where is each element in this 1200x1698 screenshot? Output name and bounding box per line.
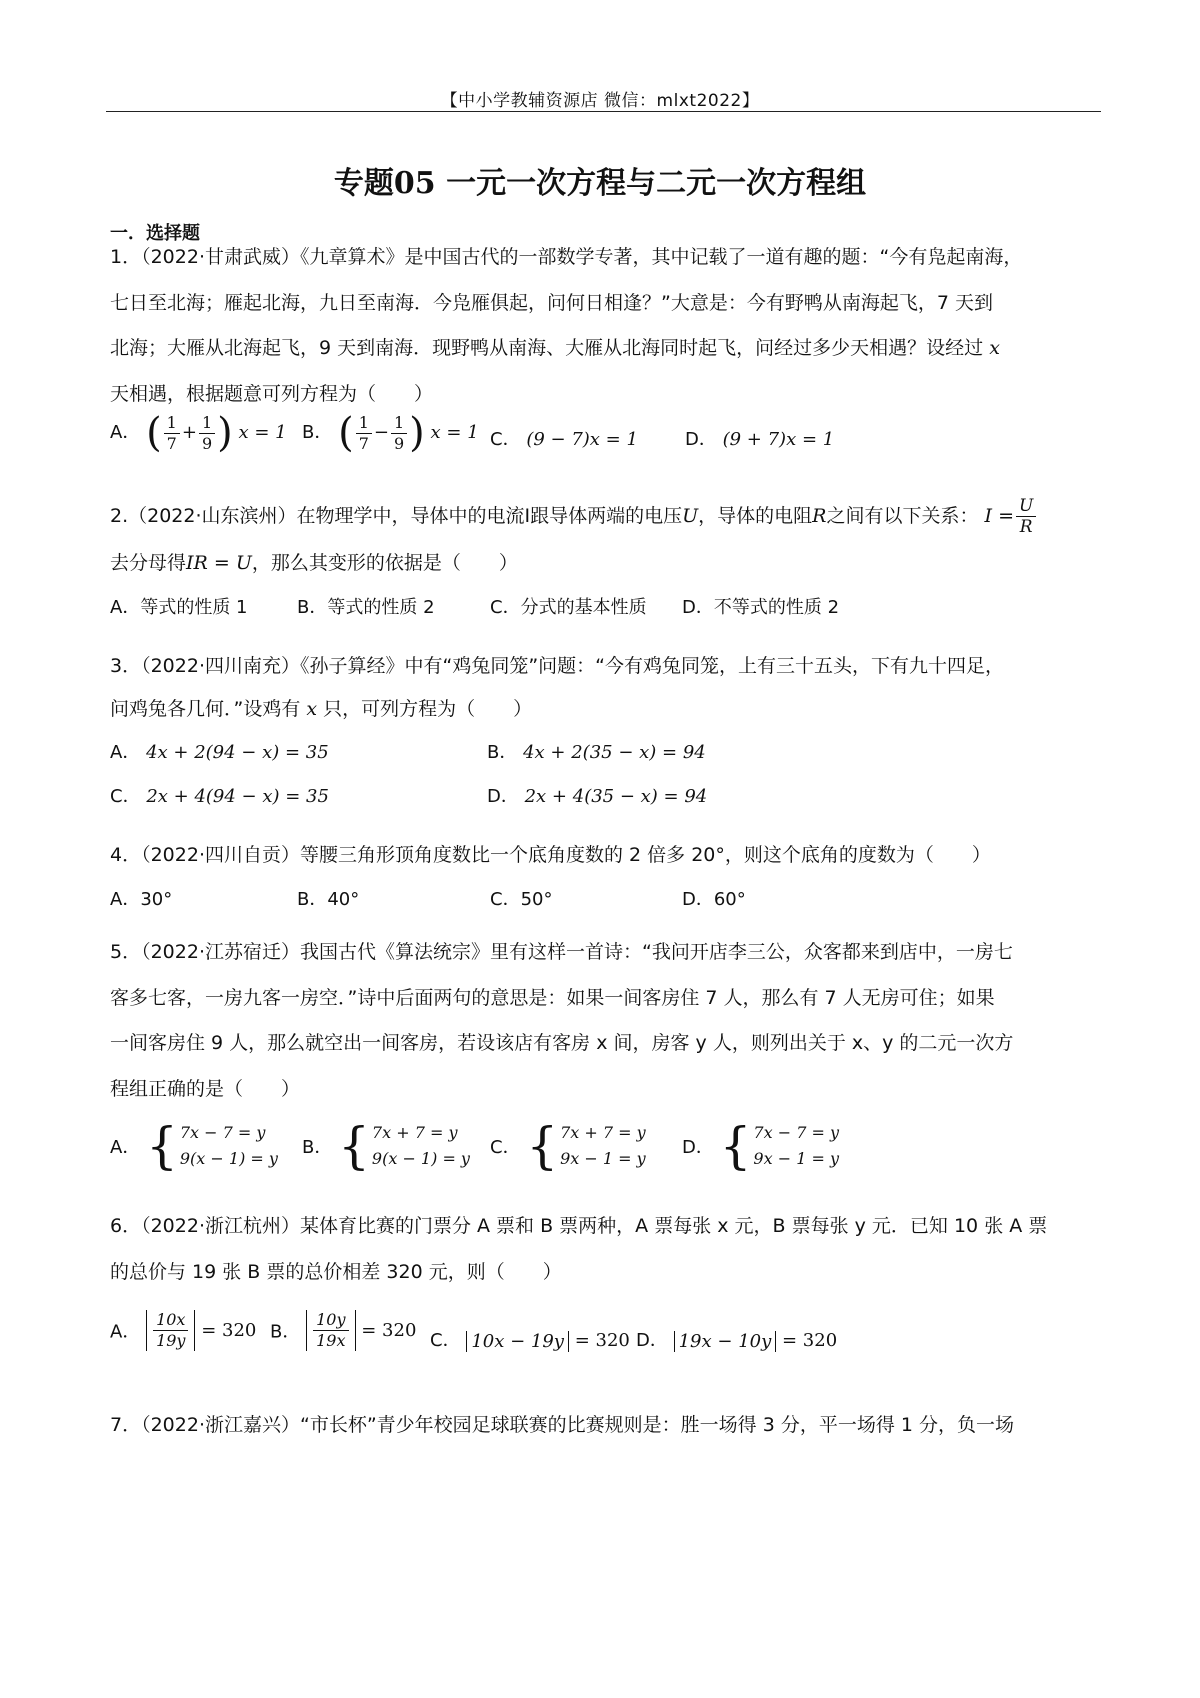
- page-header: 【中小学教辅资源店 微信：mlxt2022】: [440, 91, 760, 111]
- question-3-line-1: 3．（2022·四川南充）《孙子算经》中有“鸡兔同笼”问题：“今有鸡兔同笼，上有三十五头，下有九十四足，: [110, 655, 1005, 677]
- q1-option-a[interactable]: A． ( $\frac{1}{7}$ + $\frac{1}{9}$ ) x = 1: [110, 410, 287, 456]
- q5-option-a[interactable]: A． { 7x − 7 = y 9(x − 1) = y: [110, 1117, 278, 1175]
- question-4-line-1: 4．（2022·四川自贡）等腰三角形顶角度数比一个底角度数的 2 倍多 20°，则这个底角的度数为（ ）: [110, 844, 991, 866]
- question-6-line-1: 6．（2022·浙江杭州）某体育比赛的门票分 A 票和 B 票两种，A 票每张 x 元，B 票每张 y 元．已知 10 张 A 票: [110, 1215, 1048, 1237]
- question-1-line-1: 1．（2022·甘肃武威）《九章算术》是中国古代的一部数学专著，其中记载了一道有趣的题：“今有凫起南海，: [110, 246, 1023, 268]
- question-5: [110, 930, 1100, 1112]
- q6-option-d[interactable]: D． 19x − 10y = 320: [636, 1330, 838, 1352]
- question-6: [110, 1204, 1100, 1295]
- q3-option-b[interactable]: B． 4x + 2(35 − x) = 94: [487, 742, 706, 763]
- question-5-line-1: 5．（2022·江苏宿迁）我国古代《算法统宗》里有这样一首诗：“我问开店李三公，众客都来到店中，一房七: [110, 941, 1013, 963]
- q2-option-d[interactable]: D．不等式的性质 2: [682, 597, 840, 618]
- q3-option-c[interactable]: C． 2x + 4(94 − x) = 35: [110, 786, 329, 807]
- q5-option-d[interactable]: D． { 7x − 7 = y 9x − 1 = y: [682, 1117, 839, 1175]
- q4-option-b[interactable]: B．40°: [297, 889, 360, 910]
- q2-option-a[interactable]: A．等式的性质 1: [110, 597, 248, 618]
- question-1-line-3: 北海；大雁从北海起飞，9 天到南海．现野鸭从南海、大雁从北海同时起飞，问经过多少天相遇？设经过 x: [110, 337, 1000, 359]
- question-5-line-4: 程组正确的是（ ）: [110, 1077, 301, 1100]
- question-7-line-1: 7．（2022·浙江嘉兴）“市长杯”青少年校园足球联赛的比赛规则是：胜一场得 3 分，平一场得 1 分，负一场: [110, 1414, 1015, 1436]
- q1-option-b[interactable]: B． ( $\frac{1}{7}$ − $\frac{1}{9}$ ) x = 1: [302, 410, 479, 456]
- q3-option-a[interactable]: A． 4x + 2(94 − x) = 35: [110, 742, 329, 763]
- question-2-line-1: 2.（2022·山东滨州）在物理学中，导体中的电流Ⅰ跟导体两端的电压U，导体的电阻R之间有以下关系： I = $\frac{U}{R}$: [110, 496, 1038, 537]
- q4-option-a[interactable]: A．30°: [110, 889, 173, 910]
- question-6-line-2: 的总价与 19 张 B 票的总价相差 320 元，则（ ）: [110, 1260, 562, 1283]
- header-divider: [106, 111, 1101, 112]
- question-1-line-4: 天相遇，根据题意可列方程为（ ）: [110, 382, 434, 405]
- q1-option-d[interactable]: D． (9 + 7)x = 1: [685, 429, 835, 450]
- q4-option-d[interactable]: D．60°: [682, 889, 746, 910]
- q4-option-c[interactable]: C．50°: [490, 889, 553, 910]
- q2-option-c[interactable]: C．分式的基本性质: [490, 597, 647, 618]
- q6-option-a[interactable]: A． $\frac{10x}{19y}$ = 320: [110, 1310, 257, 1350]
- q6-option-c[interactable]: C． 10x − 19y = 320: [430, 1330, 630, 1352]
- q3-option-d[interactable]: D． 2x + 4(35 − x) = 94: [487, 786, 708, 807]
- page-title: 专题05 一元一次方程与二元一次方程组: [333, 166, 867, 201]
- question-5-line-2: 客多七客，一房九客一房空．”诗中后面两句的意思是：如果一间客房住 7 人，那么有 7 人无房可住；如果: [110, 986, 995, 1009]
- q5-option-b[interactable]: B． { 7x + 7 = y 9(x − 1) = y: [302, 1117, 470, 1175]
- question-3-line-2: 问鸡兔各几何．”设鸡有 x 只，可列方程为（ ）: [110, 698, 533, 720]
- q1-option-c[interactable]: C． (9 − 7)x = 1: [490, 429, 638, 450]
- question-2-line-2: 去分母得IR = U，那么其变形的依据是（ ）: [110, 552, 518, 574]
- q2-formula-lhs: I =: [984, 505, 1015, 527]
- q6-option-b[interactable]: B． $\frac{10y}{19x}$ = 320: [270, 1310, 417, 1350]
- section-heading: 一．选择题: [110, 223, 200, 244]
- question-1-line-2: 七日至北海；雁起北海，九日至南海．今凫雁俱起，问何日相逢？”大意是：今有野鸭从南海起飞，7 天到: [110, 291, 993, 314]
- question-5-line-3: 一间客房住 9 人，那么就空出一间客房，若设该店有客房 x 间，房客 y 人，则列出关于 x、y 的二元一次方: [110, 1032, 1014, 1054]
- q2-option-b[interactable]: B．等式的性质 2: [297, 597, 435, 618]
- q5-option-c[interactable]: C． { 7x + 7 = y 9x − 1 = y: [490, 1117, 646, 1175]
- q2-formula-fraction: $\frac{U}{R}$: [1016, 496, 1036, 537]
- question-1: [110, 235, 1100, 417]
